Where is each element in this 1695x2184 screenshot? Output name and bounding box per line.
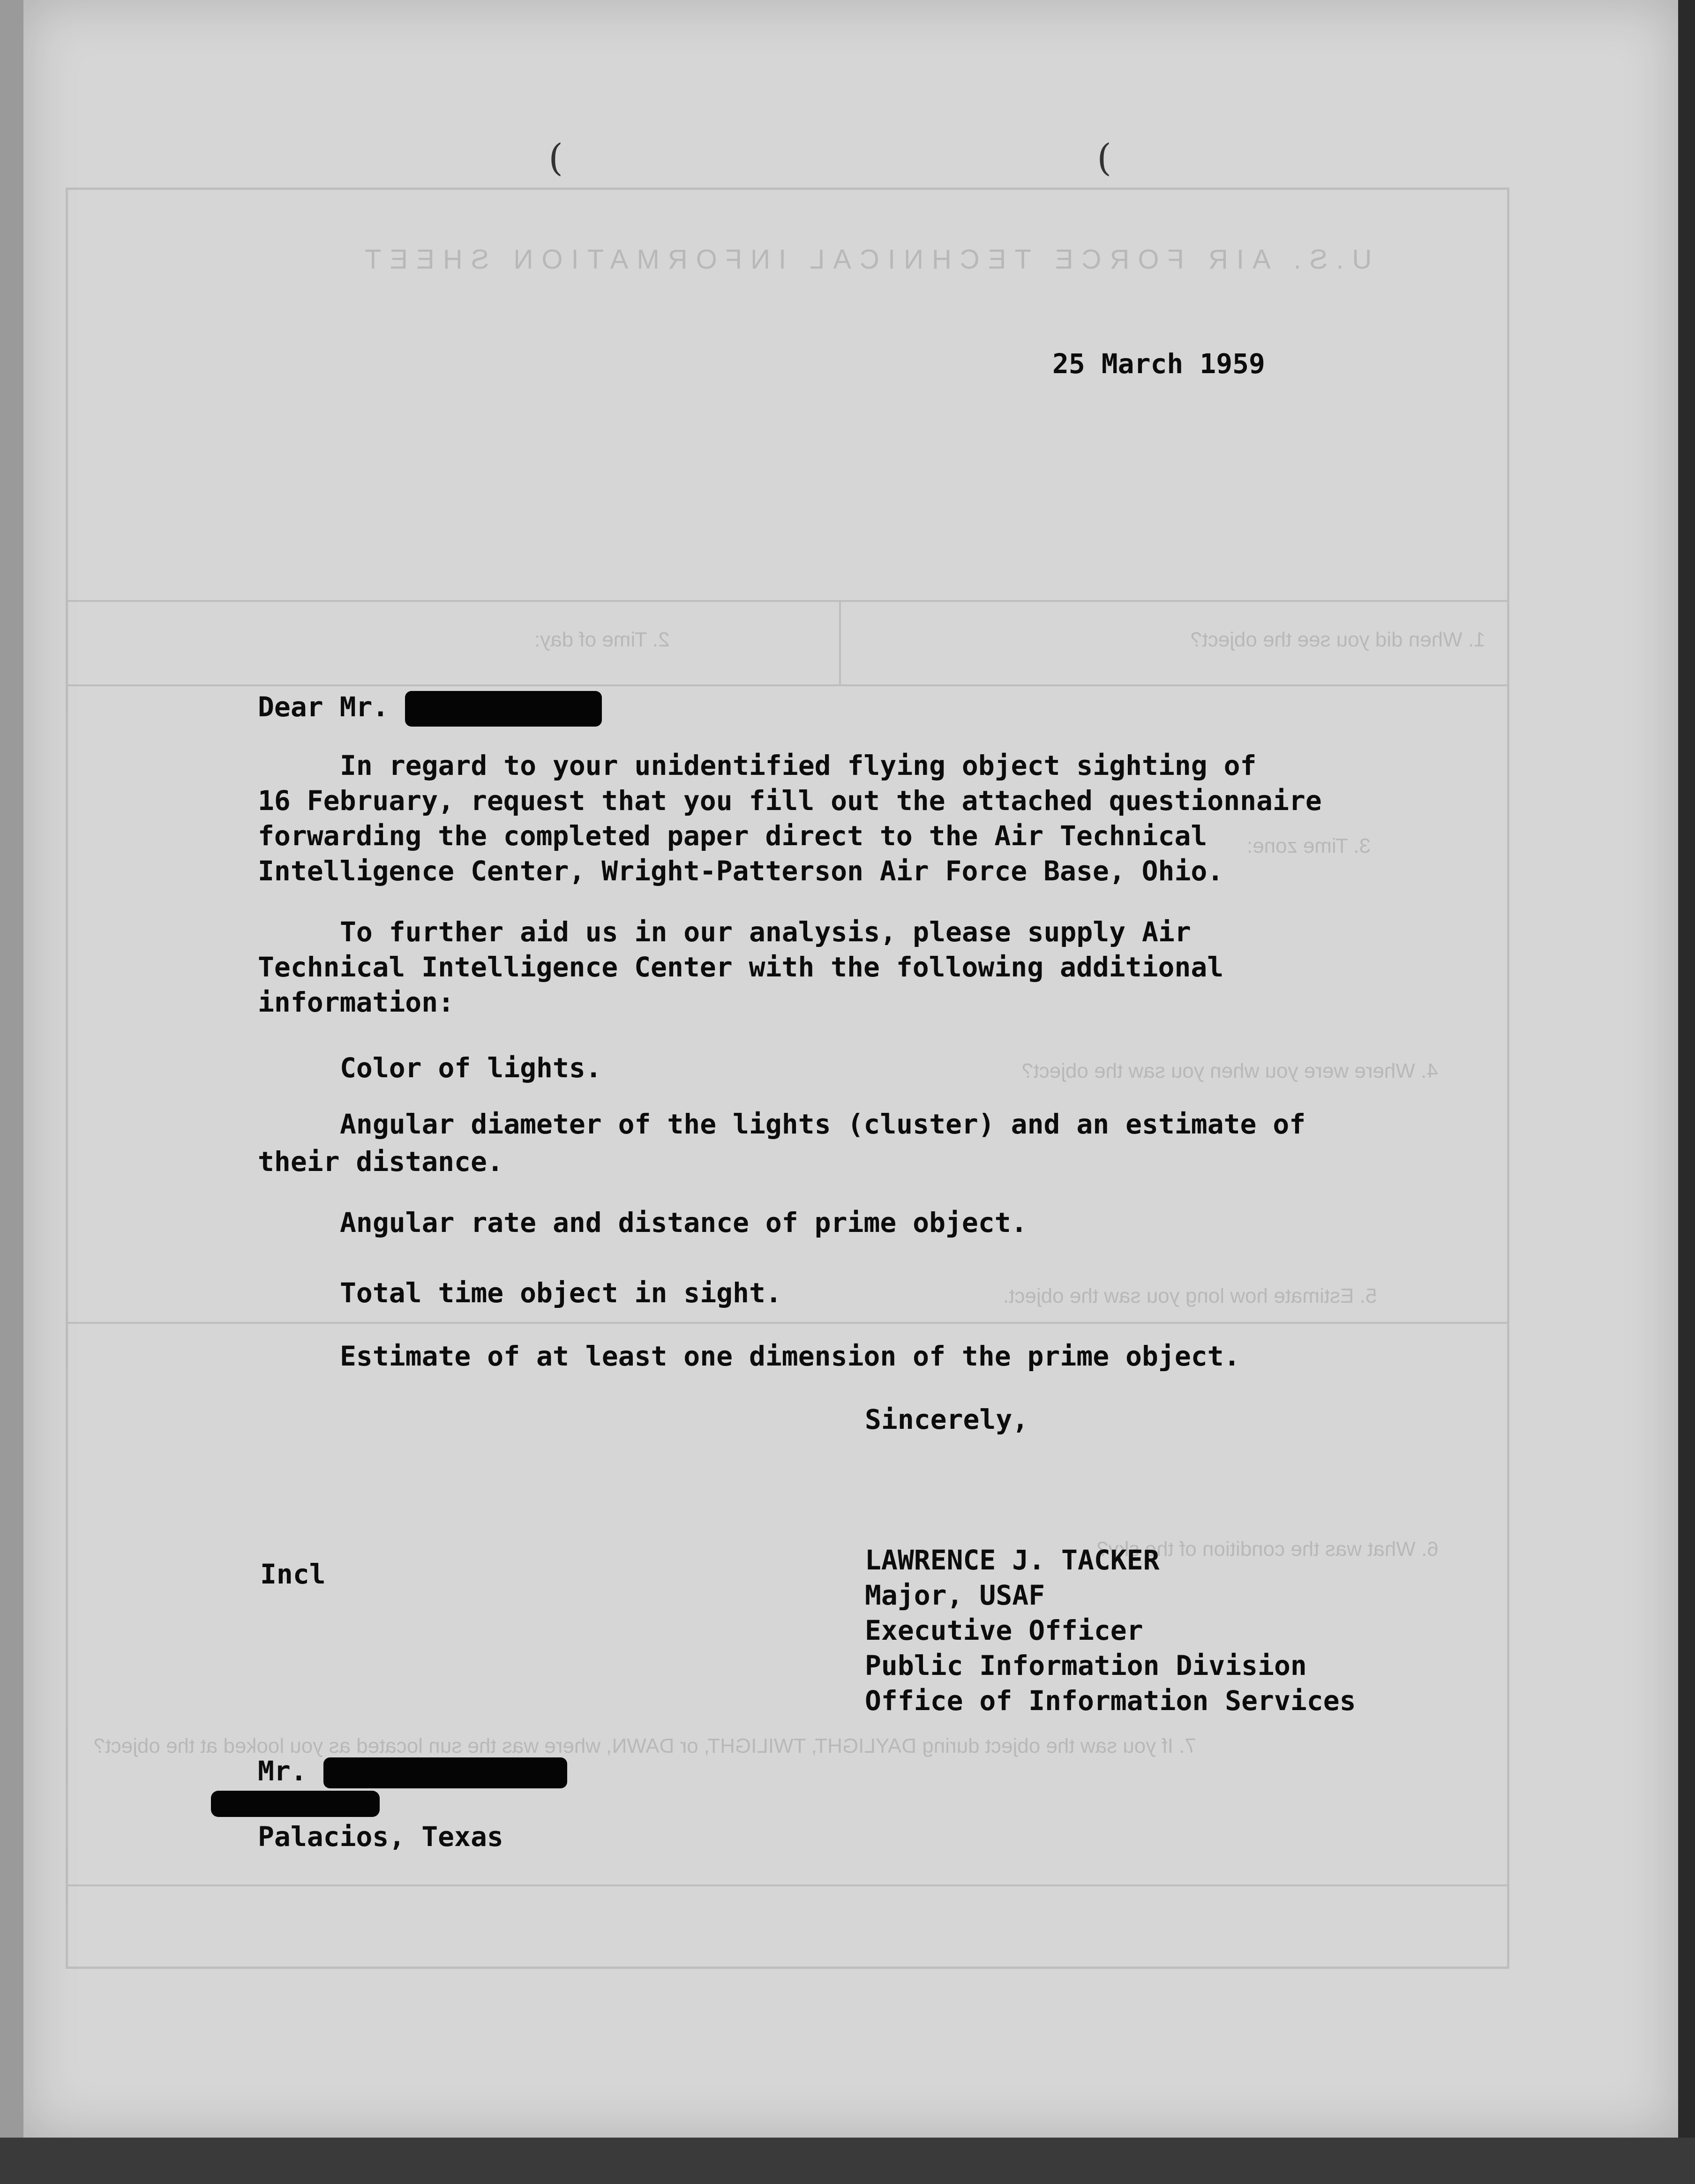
ghost-line: 1. When did you see the object? xyxy=(1191,628,1485,651)
requested-item: Angular rate and distance of prime object. xyxy=(340,1207,1028,1238)
ghost-line: 7. If you saw the object during DAYLIGHT, TWILIGHT, or DAWN, where was the sun located as you looked at the object? xyxy=(94,1734,1196,1757)
scan-left-edge xyxy=(0,0,23,2184)
signer-division: Public Information Division xyxy=(865,1650,1307,1681)
signer-name: LAWRENCE J. TACKER xyxy=(865,1544,1160,1576)
paragraph-1-line: In regard to your unidentified flying object sighting of xyxy=(340,750,1257,781)
letter-date: 25 March 1959 xyxy=(1052,348,1265,380)
ghost-line: 2. Time of day: xyxy=(534,628,670,651)
salutation xyxy=(258,689,602,727)
redacted-recipient-name xyxy=(323,1757,567,1788)
salutation-text: Dear Mr. xyxy=(258,691,389,723)
ghost-line: 4. Where were you when you saw the object? xyxy=(1022,1059,1438,1082)
recipient-prefix: Mr. xyxy=(258,1755,307,1787)
paragraph-1-line: 16 February, request that you fill out the attached questionnaire xyxy=(258,785,1322,817)
requested-item: Color of lights. xyxy=(340,1052,602,1084)
punch-mark: ( xyxy=(548,136,563,180)
requested-item: Estimate of at least one dimension of the prime object. xyxy=(340,1340,1240,1372)
recipient-name-line xyxy=(258,1753,567,1789)
paragraph-1-line: forwarding the completed paper direct to the Air Technical xyxy=(258,820,1208,852)
ghost-form-title: U.S. AIR FORCE TECHNICAL INFORMATION SHEET xyxy=(356,244,1372,275)
signer-office: Office of Information Services xyxy=(865,1685,1356,1717)
ghost-line: 3. Time zone: xyxy=(1247,834,1371,857)
paragraph-2-line: To further aid us in our analysis, please supply Air xyxy=(340,916,1191,948)
enclosure-note: Incl xyxy=(260,1558,326,1590)
letter-page xyxy=(23,0,1678,2138)
redacted-name xyxy=(405,691,602,727)
ghost-line: 6. What was the condition of the sky? xyxy=(1097,1538,1439,1561)
recipient-city: Palacios, Texas xyxy=(258,1821,503,1853)
signer-title: Executive Officer xyxy=(865,1614,1143,1646)
paragraph-2-line: information: xyxy=(258,986,455,1018)
requested-item-continued: their distance. xyxy=(258,1146,503,1178)
paragraph-2-line: Technical Intelligence Center with the following additional xyxy=(258,951,1224,983)
redacted-street-address xyxy=(211,1791,380,1817)
paragraph-1-line: Intelligence Center, Wright-Patterson Air Force Base, Ohio. xyxy=(258,855,1224,887)
closing: Sincerely, xyxy=(865,1403,1029,1435)
scan-right-edge xyxy=(1678,0,1695,2184)
scan-bottom-edge xyxy=(0,2138,1695,2184)
punch-mark: ( xyxy=(1097,136,1112,180)
signer-rank: Major, USAF xyxy=(865,1579,1045,1611)
requested-item: Total time object in sight. xyxy=(340,1277,782,1309)
ghost-line: 5. Estimate how long you saw the object. xyxy=(1003,1284,1377,1307)
requested-item: Angular diameter of the lights (cluster) and an estimate of xyxy=(340,1108,1306,1140)
